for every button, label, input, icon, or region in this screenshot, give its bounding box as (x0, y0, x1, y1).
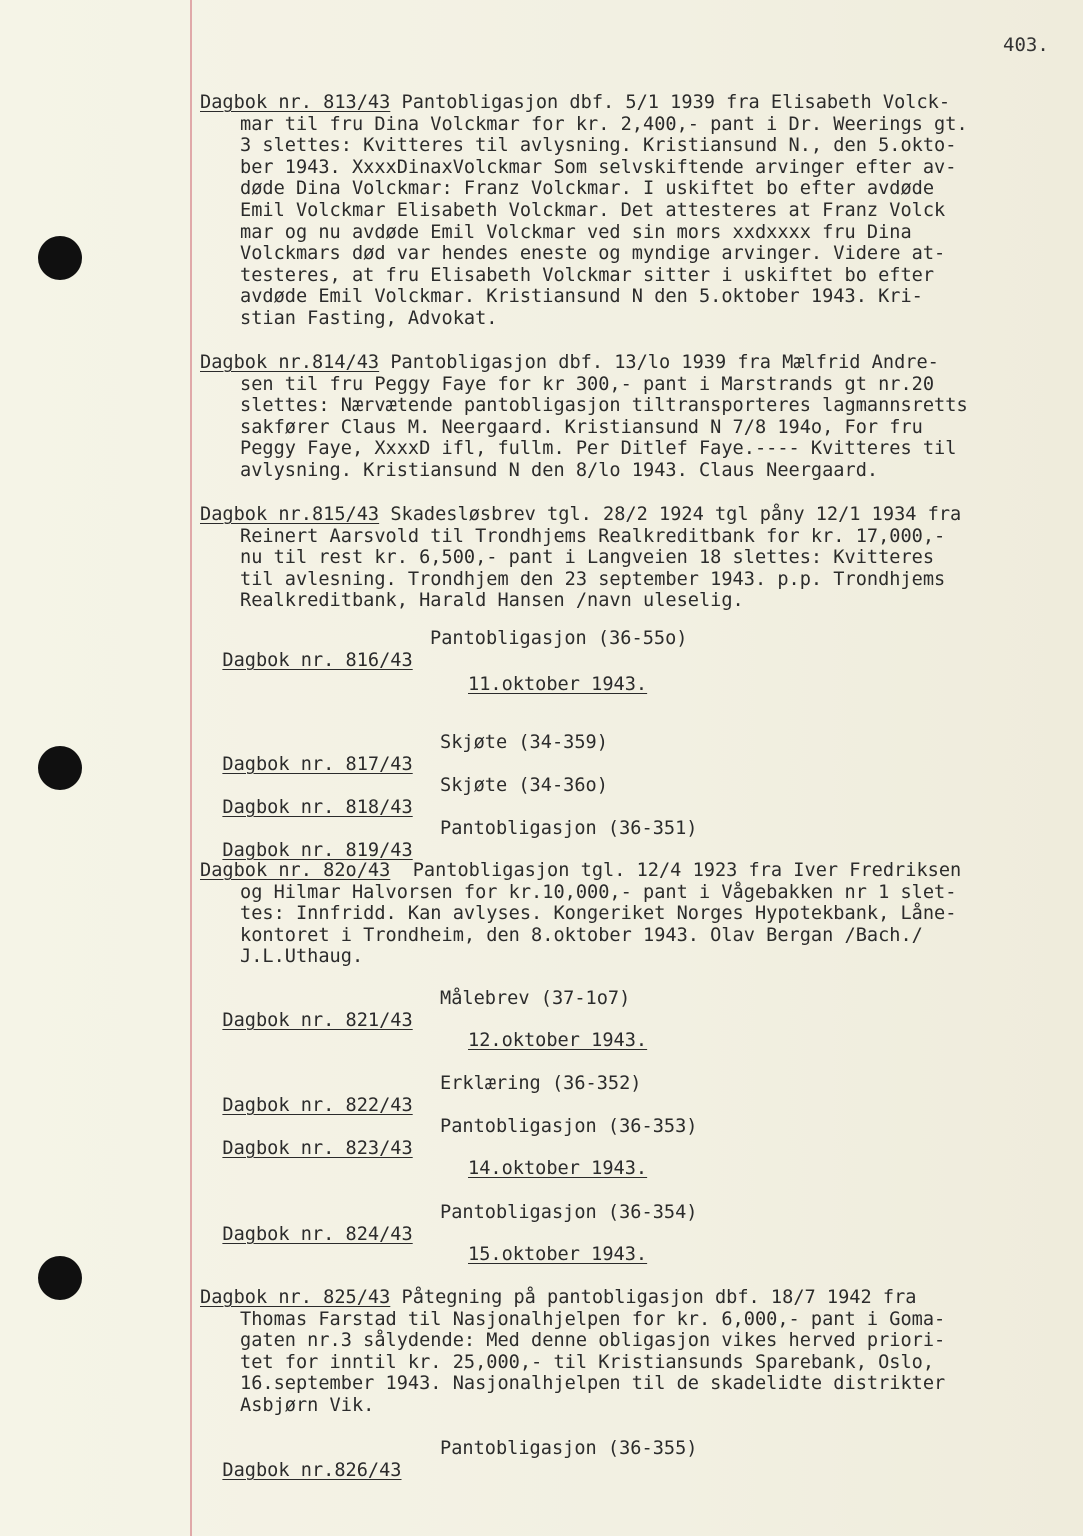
entry-reference: Dagbok nr. 818/43 (222, 797, 413, 818)
entry-reference: Dagbok nr. 816/43 (222, 650, 413, 671)
entry-reference: Dagbok nr. 813/43 (200, 92, 391, 113)
entry-reference: Dagbok nr. 82o/43 (200, 860, 391, 881)
binder-hole-icon (38, 1256, 82, 1300)
journal-entry: Dagbok nr.814/43 Pantobligasjon dbf. 13/lo 1939 fra Mælfrid Andre- sen til fru Peggy Faye for kr 300,- pant i Marstrands gt nr.20 slettes: Nærvætende pantobligasjon tiltransporteres lagmannsretts sakfører Claus M. Neergaard. Kristiansund N 7/8 194o, For fru Peggy Faye, XxxxD ifl, fullm. Per Ditlef Faye.---- Kvitteres til avlysning. Kristiansund N den 8/lo 1943. Claus Neergaard. (200, 352, 968, 481)
red-margin-line (190, 0, 192, 1536)
journal-entry: Dagbok nr. 816/43 Pantobligasjon (36-55o) (222, 628, 688, 671)
page-number: 403. (1003, 34, 1049, 56)
journal-entry: Dagbok nr. 824/43 Pantobligasjon (36-354) (222, 1202, 698, 1245)
journal-entry: Dagbok nr. 825/43 Påtegning på pantobligasjon dbf. 18/7 1942 fra Thomas Farstad til Nasjonalhjelpen for kr. 6,000,- pant i Goma- gaten nr.3 sålydende: Med denne obligasjon vikes herved priori- tet for inntil kr. 25,000,- til Kristiansunds Sparebank, Oslo, 16.september 1943. Nasjonalhjelpen til de skadelidte distrikter Asbjørn Vik. (200, 1287, 946, 1416)
entry-reference: Dagbok nr. 825/43 (200, 1287, 391, 1308)
journal-entry: Dagbok nr. 813/43 Pantobligasjon dbf. 5/1 1939 fra Elisabeth Volck- mar til fru Dina Volckmar for kr. 2,400,- pant i Dr. Weerings gt. 3 slettes: Kvitteres til avlysning. Kristiansund N., den 5.okto- ber 1943. XxxxDinaxVolckmar Som selvskiftende arvinger efter av- døde Dina Volckmar: Franz Volckmar. I uskiftet bo efter avdøde Emil Volckmar Elisabeth Volckmar. Det attesteres at Franz Volck mar og nu avdøde Emil Volckmar ved sin mors xxdxxxx fru Dina Volckmars død var hendes eneste og myndige arvinger. Videre at- testeres, at fru Elisabeth Volckmar sitter i uskiftet bo efter avdøde Emil Volckmar. Kristiansund N den 5.oktober 1943. Kri- stian Fasting, Advokat. (200, 92, 968, 329)
entry-reference: Dagbok nr. 823/43 (222, 1138, 413, 1159)
entry-reference: Dagbok nr. 821/43 (222, 1010, 413, 1031)
journal-entry: Dagbok nr. 822/43 Erklæring (36-352) (222, 1073, 642, 1116)
journal-entry: Dagbok nr.815/43 Skadesløsbrev tgl. 28/2 1924 tgl påny 12/1 1934 fra Reinert Aarsvold til Trondhjems Realkreditbank for kr. 17,000,- nu til rest kr. 6,500,- pant i Langveien 18 slettes: Kvitteres til avlesning. Trondhjem den 23 september 1943. p.p. Trondhjems Realkreditbank, Harald Hansen /navn uleselig. (200, 504, 962, 612)
journal-entry: Dagbok nr. 82o/43 Pantobligasjon tgl. 12/4 1923 fra Iver Fredriksen og Hilmar Halvorsen for kr.10,000,- pant i Vågebakken nr 1 slet- tes: Innfridd. Kan avlyses. Kongeriket Norges Hypotekbank, Låne- kontoret i Trondheim, den 8.oktober 1943. Olav Bergan /Bach./ J.L.Uthaug. (200, 860, 962, 968)
entry-reference: Dagbok nr. 817/43 (222, 754, 413, 775)
entry-reference: Dagbok nr.815/43 (200, 504, 380, 525)
entry-reference: Dagbok nr. 822/43 (222, 1095, 413, 1116)
date-heading: 11.oktober 1943. (468, 674, 648, 695)
entry-reference: Dagbok nr. 819/43 (222, 840, 413, 861)
entry-reference: Dagbok nr.814/43 (200, 352, 380, 373)
entry-reference: Dagbok nr. 824/43 (222, 1224, 413, 1245)
journal-entry: Dagbok nr. 819/43 Pantobligasjon (36-351) (222, 818, 698, 861)
binder-hole-icon (38, 236, 82, 280)
entry-reference: Dagbok nr.826/43 (222, 1460, 402, 1481)
binder-hole-icon (38, 746, 82, 790)
journal-entry: Dagbok nr. 818/43 Skjøte (34-36o) (222, 775, 608, 818)
journal-entry: Dagbok nr. 821/43 Målebrev (37-1o7) (222, 988, 631, 1031)
date-heading: 12.oktober 1943. (468, 1030, 648, 1051)
date-heading: 14.oktober 1943. (468, 1158, 648, 1179)
journal-entry: Dagbok nr. 817/43 Skjøte (34-359) (222, 732, 608, 775)
date-heading: 15.oktober 1943. (468, 1244, 648, 1265)
journal-entry: Dagbok nr. 823/43 Pantobligasjon (36-353) (222, 1116, 698, 1159)
journal-entry: Dagbok nr.826/43 Pantobligasjon (36-355) (222, 1438, 698, 1481)
